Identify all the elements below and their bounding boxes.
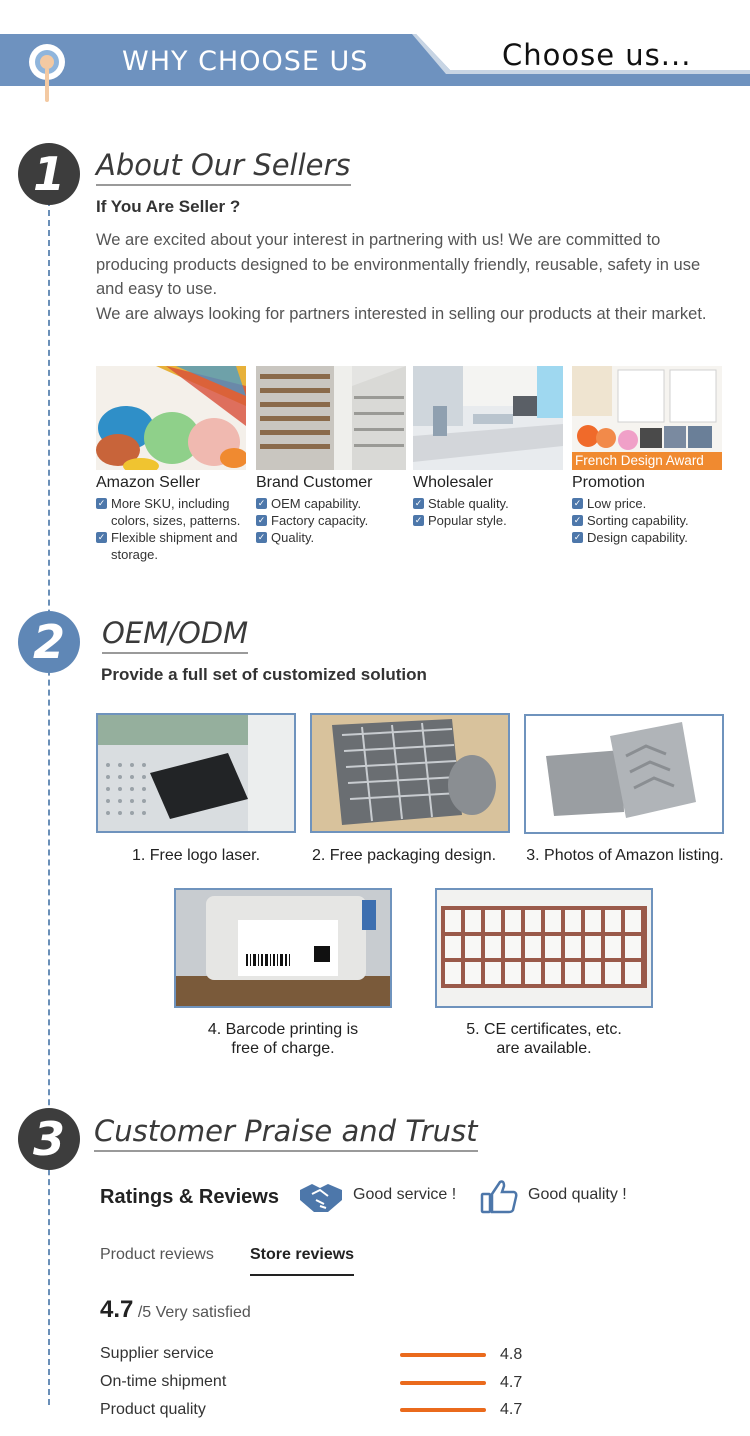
award-label: French Design Award (575, 453, 704, 468)
seller-point: ✓ Stable quality. (414, 496, 509, 511)
banner-subtitle: Choose us... (502, 38, 692, 72)
checkbox-icon: ✓ (257, 532, 266, 542)
promotion-image (572, 366, 722, 470)
section-number-1: 1 (18, 143, 80, 205)
good-service-badge: Good service ! (353, 1186, 457, 1203)
about-paragraph-1: We are excited about your interest in partnering with us! We are committed to producing products designed to be environmentally friendly, reusable, safety in use and easy to use. (96, 231, 701, 298)
metric-label-shipment: On-time shipment (100, 1373, 227, 1390)
oem-caption-5: 5. CE certificates, etc. are available. (466, 1021, 622, 1057)
oem-image-logo-laser (96, 713, 296, 833)
oem-image-barcode (174, 888, 392, 1008)
section-number-3: 3 (18, 1108, 80, 1170)
seller-point: ✓ Design capability. (573, 530, 688, 545)
seller-point: ✓ Popular style. (414, 513, 507, 528)
thumbs-up-icon (480, 1178, 518, 1216)
overall-score (100, 1296, 251, 1324)
seller-point: ✓ OEM capability. (257, 496, 362, 511)
metric-bar-shipment (400, 1381, 486, 1385)
checkbox-icon: ✓ (573, 532, 582, 542)
metric-bar-quality (400, 1408, 486, 1412)
seller-point: ✓ Low price. (573, 496, 647, 511)
seller-name: Amazon Seller (96, 474, 201, 491)
oem-caption-4: 4. Barcode printing is free of charge. (207, 1021, 359, 1057)
about-paragraph-2: We are always looking for partners interested in selling our products at their market. (96, 305, 707, 323)
checkbox-icon: ✓ (573, 498, 582, 508)
ratings-reviews-title: Ratings & Reviews (100, 1186, 279, 1208)
wholesaler-image (413, 366, 563, 470)
seller-card-brand (256, 366, 406, 546)
oem-subtitle: Provide a full set of customized solution (101, 665, 427, 684)
metric-label-quality: Product quality (100, 1401, 206, 1418)
checkbox-icon: ✓ (257, 498, 266, 508)
handshake-icon (298, 1180, 344, 1216)
section-title-oem: OEM/ODM (102, 616, 248, 654)
seller-point: ✓ More SKU, including colors, sizes, patterns. (97, 496, 241, 528)
metric-label-supplier: Supplier service (100, 1345, 214, 1362)
seller-card-amazon (96, 366, 246, 563)
oem-caption-3: 3. Photos of Amazon listing. (526, 847, 724, 864)
checkbox-icon: ✓ (97, 498, 106, 508)
about-subtitle: If You Are Seller ? (96, 197, 241, 216)
metric-bar-supplier (400, 1353, 486, 1357)
checkbox-icon: ✓ (414, 498, 423, 508)
oem-image-certificates (435, 888, 653, 1008)
oem-caption-1: 1. Free logo laser. (131, 847, 261, 864)
tab-product-reviews[interactable]: Product reviews (100, 1246, 214, 1263)
seller-name: Wholesaler (413, 474, 494, 491)
oem-image-packaging (310, 713, 510, 833)
banner-title: WHY CHOOSE US (122, 46, 369, 77)
amazon-seller-image (96, 366, 246, 470)
brand-customer-image (256, 366, 406, 470)
checkbox-icon: ✓ (573, 515, 582, 525)
timeline-line (48, 200, 50, 1405)
seller-point: ✓ Flexible shipment and storage. (97, 530, 238, 562)
seller-point: ✓ Quality. (257, 530, 315, 545)
oem-caption-2: 2. Free packaging design. (311, 847, 497, 864)
tab-store-reviews[interactable]: Store reviews (250, 1246, 354, 1276)
oem-image-amazon-photo (524, 714, 724, 834)
lightbulb-icon (24, 42, 70, 104)
good-quality-badge: Good quality ! (528, 1186, 627, 1203)
score-suffix: /5 Very satisfied (137, 1304, 251, 1321)
seller-card-promotion (572, 366, 722, 546)
metric-value-quality: 4.7 (500, 1401, 523, 1418)
section-title-about: About Our Sellers (96, 148, 351, 186)
section-number-2: 2 (18, 611, 80, 673)
metric-value-supplier: 4.8 (500, 1346, 523, 1363)
checkbox-icon: ✓ (414, 515, 423, 525)
checkbox-icon: ✓ (97, 532, 106, 542)
score-value: 4.7 (100, 1296, 134, 1323)
seller-card-wholesaler (413, 366, 563, 529)
checkbox-icon: ✓ (257, 515, 266, 525)
seller-point: ✓ Factory capacity. (257, 513, 369, 528)
metric-value-shipment: 4.7 (500, 1374, 523, 1391)
seller-name: Brand Customer (256, 474, 373, 491)
header-banner (0, 34, 750, 86)
seller-name: Promotion (572, 474, 645, 491)
seller-point: ✓ Sorting capability. (573, 513, 689, 528)
section-title-praise: Customer Praise and Trust (94, 1114, 478, 1152)
